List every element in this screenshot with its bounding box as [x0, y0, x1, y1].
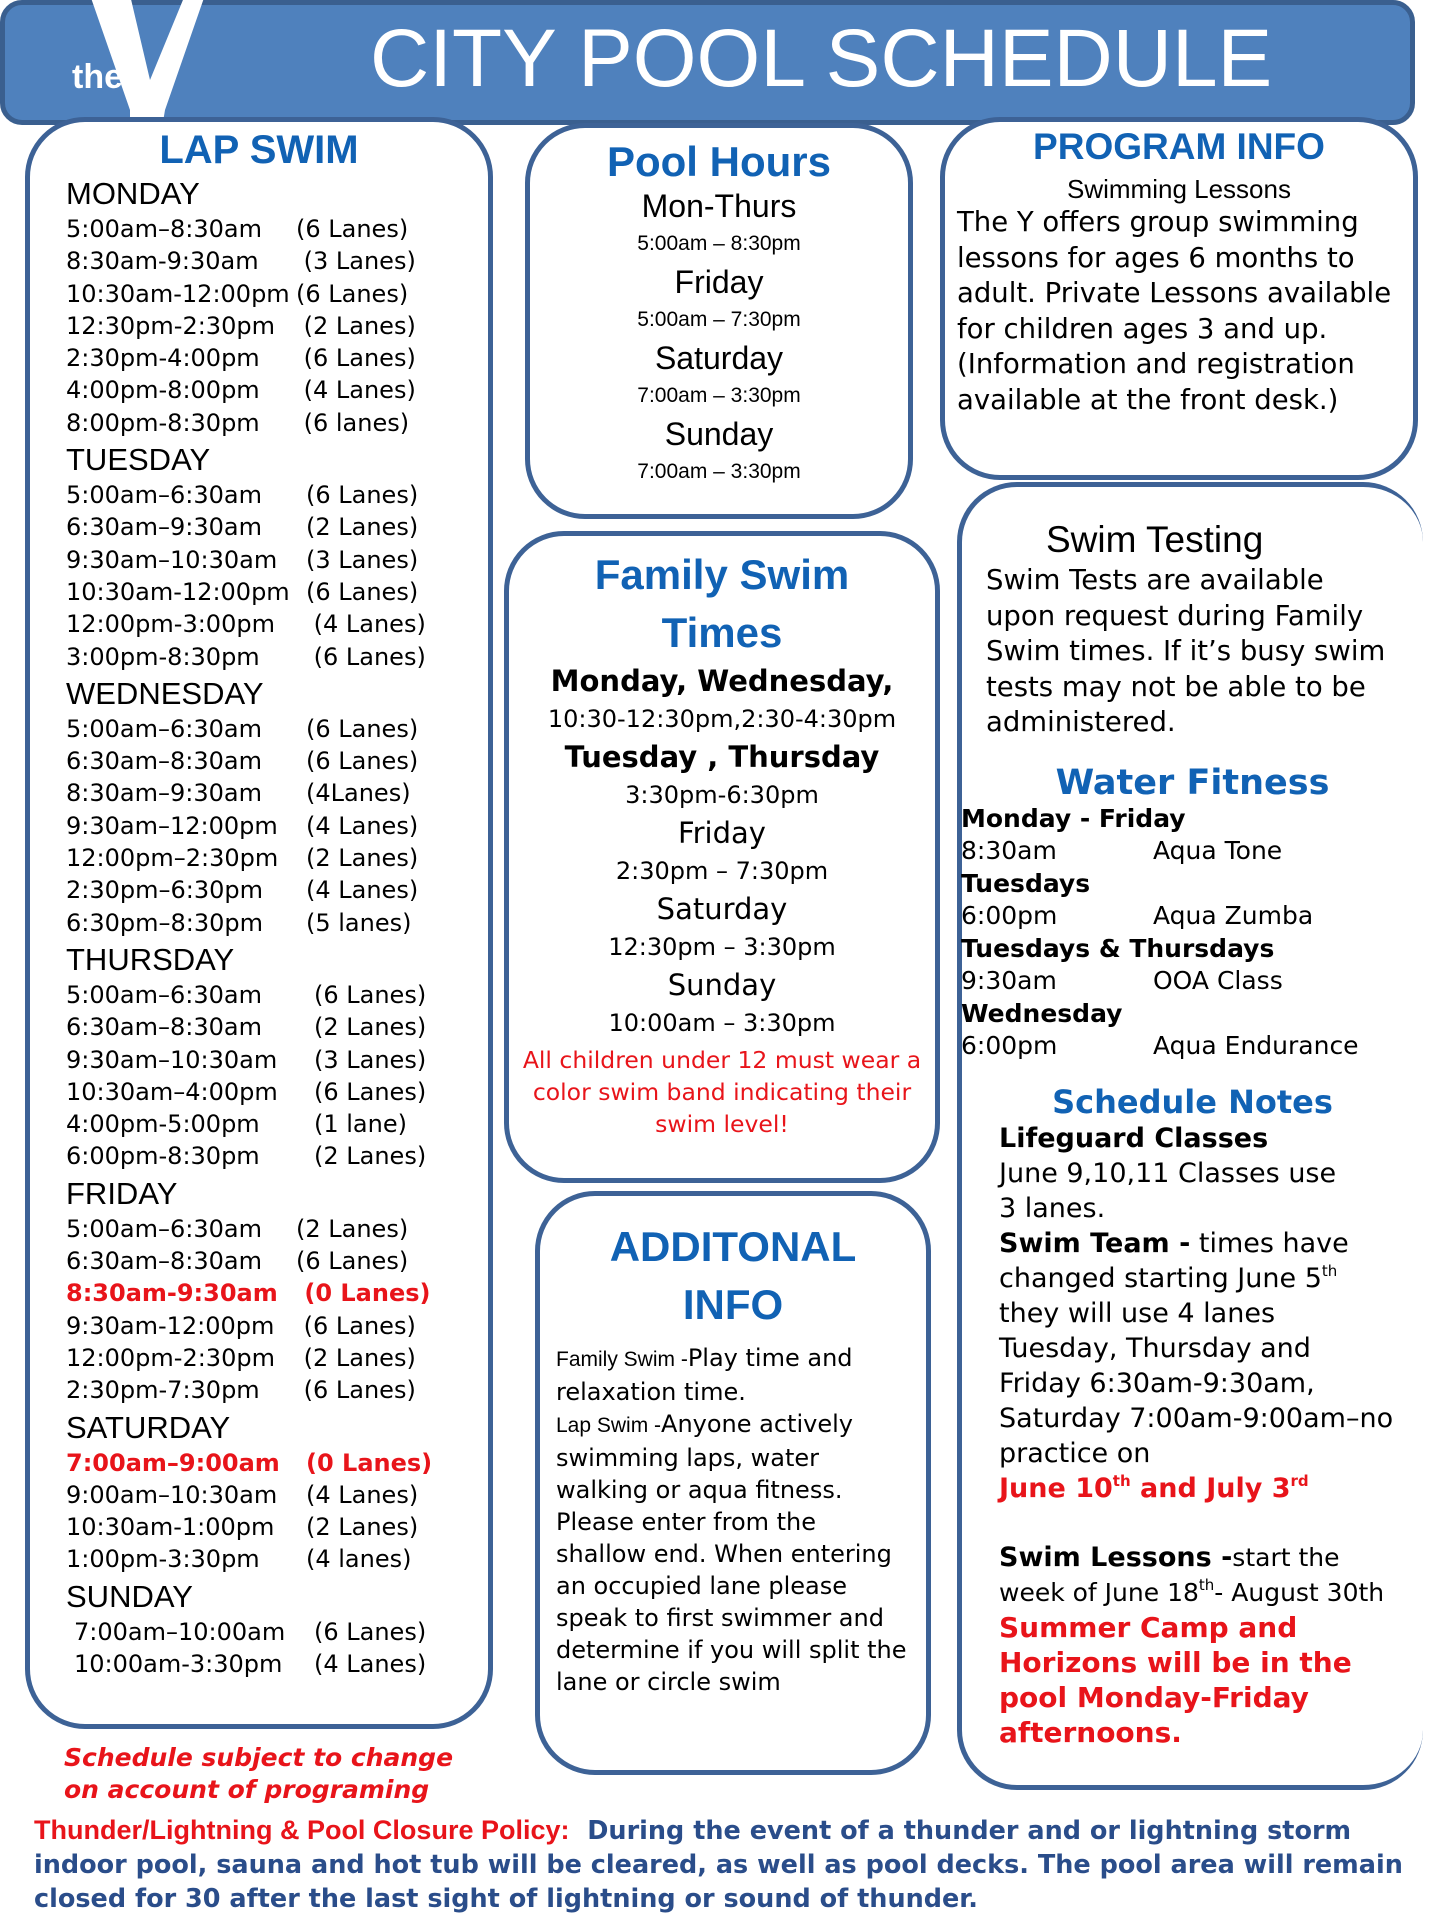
slot-lanes: (3 Lanes) — [296, 247, 416, 276]
slot-time: 9:30am–10:30am — [66, 545, 278, 574]
lap-slot-row — [66, 310, 488, 342]
family-swim-lead: Family Swim - — [556, 1348, 688, 1371]
lap-slot-row — [66, 1044, 488, 1076]
family-swim-time: 2:30pm – 7:30pm — [615, 857, 829, 885]
slot-time: 6:30am–9:30am — [66, 513, 262, 542]
lap-slot-row — [66, 745, 488, 777]
slot-time: 12:30pm-2:30pm — [66, 311, 275, 340]
lap-slot-row — [66, 374, 488, 406]
family-swim-list — [509, 662, 935, 1042]
family-swim-day: Saturday — [656, 892, 788, 926]
slot-time: 5:00am–6:30am — [66, 1214, 262, 1243]
lap-slot-row — [66, 1108, 488, 1140]
day-heading: SATURDAY — [66, 1409, 231, 1445]
slot-time: 5:00am–6:30am — [66, 980, 262, 1009]
slot-time: 6:30pm–8:30pm — [66, 908, 264, 937]
swim-testing-line: administered. — [986, 706, 1176, 738]
schedule-change-line1: Schedule subject to change — [64, 1743, 454, 1772]
slot-time: 2:30pm-7:30pm — [66, 1376, 260, 1405]
lap-slot-row — [66, 1277, 488, 1309]
family-swim-title — [509, 546, 935, 662]
water-fitness-list — [953, 803, 1414, 1063]
water-fitness-row — [961, 835, 1414, 868]
slot-time: 9:30am-12:00pm — [66, 1311, 275, 1340]
policy-lead: Thunder/Lightning & Pool Closure Policy: — [34, 1815, 570, 1845]
sup: th — [1198, 1575, 1215, 1594]
family-swim-title-line1: Family Swim — [594, 551, 850, 598]
no-practice-date-1: June 10 — [999, 1472, 1113, 1504]
slot-time: 8:30am-9:30am — [66, 1279, 278, 1308]
lap-slot-row — [66, 1011, 488, 1043]
slot-time: 10:30am-12:00pm — [66, 279, 290, 308]
lap-slot-row — [66, 407, 488, 439]
slot-time: 3:00pm-8:30pm — [66, 642, 260, 671]
logo-the-text: the — [72, 58, 123, 96]
water-fitness-time: 6:00pm — [961, 901, 1058, 930]
slot-lanes: (2 Lanes) — [314, 1142, 427, 1171]
swim-team-heading: Swim Team - — [999, 1227, 1191, 1259]
slot-lanes: (6 Lanes) — [296, 1311, 416, 1340]
lap-slot-row — [66, 245, 488, 277]
program-info-panel — [940, 117, 1418, 480]
family-swim-day: Friday — [678, 816, 766, 850]
slot-time: 2:30pm-4:00pm — [66, 344, 260, 373]
slot-time: 6:30am–8:30am — [66, 1013, 262, 1042]
day-heading: FRIDAY — [66, 1175, 178, 1211]
pool-hours-list — [530, 186, 908, 490]
slot-lanes: (6 Lanes) — [306, 714, 419, 743]
pool-hours-time: 5:00am – 8:30pm — [637, 232, 801, 255]
slot-lanes: (4 Lanes) — [306, 811, 419, 840]
additional-info-title — [540, 1218, 926, 1334]
slot-time: 7:00am–9:00am — [66, 1448, 280, 1477]
slot-time: 9:30am–10:30am — [66, 1045, 278, 1074]
lap-slot-row — [66, 874, 488, 906]
water-fitness-row — [961, 965, 1414, 998]
slot-time: 6:00pm-8:30pm — [66, 1142, 260, 1171]
pool-hours-title: Pool Hours — [606, 138, 831, 185]
sup: th — [1112, 1471, 1131, 1490]
water-fitness-day: Tuesdays — [961, 868, 1091, 898]
day-heading: WEDNESDAY — [66, 675, 264, 711]
lap-slot-row — [66, 907, 488, 939]
schedule-change-notice — [64, 1742, 453, 1806]
swim-testing-line: Swim times. If it’s busy swim — [986, 635, 1386, 667]
lap-slot-row — [66, 1543, 488, 1575]
additional-info-panel — [535, 1191, 931, 1775]
schedule-notes-body — [962, 1121, 1423, 1750]
slot-lanes: (6 Lanes) — [306, 481, 419, 510]
slot-lanes: (6 Lanes) — [296, 1376, 416, 1405]
slot-time: 10:30am-12:00pm — [66, 577, 290, 606]
lap-swim-panel — [25, 117, 493, 1729]
lifeguard-heading: Lifeguard Classes — [999, 1122, 1269, 1154]
family-swim-text: Play time and relaxation time. — [556, 1344, 853, 1406]
lap-slot-row — [66, 777, 488, 809]
slot-lanes: (6 Lanes) — [306, 747, 419, 776]
swim-testing-line: upon request during Family — [986, 599, 1364, 632]
slot-lanes: (2 Lanes) — [296, 1343, 416, 1372]
slot-lanes: (6 Lanes) — [296, 279, 409, 308]
slot-time: 8:30am-9:30am — [66, 247, 259, 276]
lap-slot-row — [66, 1310, 488, 1342]
slot-lanes: (4 Lanes) — [314, 1649, 427, 1678]
water-fitness-class: Aqua Endurance — [1153, 1031, 1359, 1060]
slot-time: 12:00pm-2:30pm — [66, 1343, 275, 1372]
slot-lanes: (6 Lanes) — [296, 1247, 409, 1276]
swim-testing-body — [962, 563, 1423, 741]
lifeguard-text: June 9,10,11 Classes use 3 lanes. — [999, 1157, 1337, 1224]
slot-time: 7:00am–10:00am — [74, 1617, 286, 1646]
swim-testing-title: Swim Testing — [1046, 519, 1264, 560]
swim-team-note — [999, 1226, 1399, 1506]
slot-lanes: (5 lanes) — [306, 908, 412, 937]
lap-slot-row — [66, 641, 488, 673]
family-swim-title-line2: Times — [661, 609, 783, 656]
water-fitness-class: Aqua Tone — [1153, 836, 1283, 865]
slot-lanes: (2 Lanes) — [296, 1214, 409, 1243]
slot-lanes: (6 Lanes) — [296, 215, 409, 243]
lap-slot-row — [66, 511, 488, 543]
slot-lanes: (2 Lanes) — [314, 1013, 427, 1042]
water-fitness-time: 6:00pm — [961, 1031, 1058, 1060]
schedule-notes-title: Schedule Notes — [1052, 1082, 1333, 1121]
pool-hours-time: 5:00am – 7:30pm — [637, 308, 801, 331]
water-fitness-time: 9:30am — [961, 966, 1057, 995]
pool-hours-day: Saturday — [654, 340, 784, 376]
header-banner — [0, 0, 1415, 125]
lap-slot-row — [66, 1511, 488, 1543]
slot-time: 4:00pm-5:00pm — [66, 1110, 260, 1139]
slot-lanes: (2 Lanes) — [296, 311, 416, 340]
slot-lanes: (4 Lanes) — [306, 610, 426, 639]
slot-time: 10:00am-3:30pm — [74, 1649, 283, 1678]
closure-policy — [34, 1813, 1434, 1916]
slot-lanes: (4Lanes) — [306, 779, 411, 808]
slot-time: 8:30am–9:30am — [66, 779, 262, 808]
slot-time: 5:00am–6:30am — [66, 481, 262, 510]
additional-info-body — [540, 1342, 926, 1698]
lap-slot-row — [66, 1616, 488, 1648]
lap-slot-row — [66, 1648, 488, 1680]
day-heading: TUESDAY — [66, 442, 211, 478]
slot-lanes: (6 Lanes) — [314, 980, 427, 1009]
family-swim-day: Monday, Wednesday, — [550, 664, 894, 698]
family-swim-day: Sunday — [667, 968, 777, 1002]
lap-slot-row — [66, 1479, 488, 1511]
water-fitness-class: OOA Class — [1153, 966, 1283, 995]
lap-slot-row — [66, 1213, 488, 1245]
water-fitness-title: Water Fitness — [1055, 762, 1330, 803]
lap-swim-title: LAP SWIM — [159, 128, 359, 172]
slot-time: 8:00pm-8:30pm — [66, 408, 260, 437]
family-swim-time: 3:30pm-6:30pm — [625, 781, 819, 809]
water-fitness-day: Wednesday — [961, 998, 1123, 1028]
water-fitness-day: Monday - Friday — [961, 803, 1186, 833]
water-fitness-time: 8:30am — [961, 836, 1057, 865]
pool-hours-day: Mon-Thurs — [641, 188, 797, 224]
slot-lanes: (2 Lanes) — [306, 844, 419, 873]
swim-lessons-note — [999, 1540, 1399, 1610]
lap-slot-row — [66, 979, 488, 1011]
day-heading: SUNDAY — [66, 1578, 193, 1614]
additional-info-title-line1: ADDITONAL — [609, 1223, 857, 1270]
slot-lanes: (6 Lanes) — [306, 642, 426, 671]
slot-time: 5:00am–8:30am — [66, 215, 262, 243]
swim-team-text-cont: they will use 4 lanes Tuesday, Thursday and Friday 6:30am-9:30am, Saturday 7:00am-9:00am–no practice on — [999, 1297, 1394, 1469]
family-swim-panel — [504, 531, 940, 1183]
pool-hours-day: Sunday — [664, 416, 774, 452]
slot-lanes: (4 Lanes) — [306, 876, 419, 905]
program-info-body: The Y offers group swimming lessons for ages 6 months to adult. Private Lessons available for children ages 3 and up. (Information and registration available at the front desk.) — [957, 206, 1392, 416]
slot-lanes: (4 Lanes) — [296, 376, 416, 405]
page-title: CITY POOL SCHEDULE — [370, 13, 1273, 104]
right-info-panel — [957, 482, 1423, 1790]
pool-hours-panel — [525, 123, 913, 519]
swim-lessons-text: start the week of June 18 — [999, 1542, 1340, 1607]
water-fitness-row — [961, 1030, 1414, 1063]
slot-time: 2:30pm–6:30pm — [66, 876, 264, 905]
lap-slot-row — [66, 576, 488, 608]
slot-lanes: (4 Lanes) — [306, 1480, 419, 1509]
swim-lessons-heading: Swim Lessons - — [999, 1541, 1233, 1573]
sup: rd — [1290, 1471, 1309, 1490]
swim-lessons-text-cont: - August 30th — [1214, 1577, 1385, 1607]
water-fitness-row — [961, 900, 1414, 933]
no-practice-date-2: and July 3 — [1130, 1472, 1291, 1504]
lap-slot-row — [66, 713, 488, 745]
lap-slot-row — [66, 213, 488, 245]
lap-swim-text: Anyone actively swimming laps, water walking or aqua fitness. Please enter from the shallow end. When entering an occupied lane please speak to first swimmer and determine if you will split the lane or circle swim — [556, 1410, 907, 1696]
slot-time: 1:00pm-3:30pm — [66, 1545, 260, 1574]
slot-lanes: (3 Lanes) — [306, 545, 419, 574]
program-info-title: PROGRAM INFO — [1033, 126, 1325, 167]
lap-slot-row — [66, 544, 488, 576]
policy-text: During the event of a thunder and or lightning storm indoor pool, sauna and hot tub will be cleared, as well as pool decks. The pool area will remain closed for 30 after the last sight of lightning or sound of thunder. — [34, 1816, 1403, 1914]
family-swim-day: Tuesday , Thursday — [564, 740, 880, 774]
sup: th — [1321, 1261, 1338, 1280]
lap-slot-row — [66, 842, 488, 874]
lap-swim-lead: Lap Swim - — [556, 1414, 662, 1437]
slot-lanes: (4 lanes) — [306, 1545, 412, 1574]
slot-time: 9:00am–10:30am — [66, 1480, 278, 1509]
slot-time: 12:00pm-3:00pm — [66, 610, 275, 639]
slot-lanes: (6 Lanes) — [306, 577, 419, 606]
slot-lanes: (1 lane) — [314, 1110, 407, 1139]
slot-lanes: (2 Lanes) — [306, 513, 419, 542]
slot-lanes: (3 Lanes) — [314, 1045, 427, 1074]
slot-time: 6:30am–8:30am — [66, 1247, 262, 1276]
family-swim-time: 10:30-12:30pm,2:30-4:30pm — [547, 705, 897, 733]
family-swim-time: 10:00am – 3:30pm — [608, 1009, 836, 1037]
lap-slot-row — [66, 479, 488, 511]
lap-slot-row — [66, 1374, 488, 1406]
lap-slot-row — [66, 608, 488, 640]
summer-camp-note: Summer Camp and Horizons will be in the pool Monday-Friday afternoons. — [999, 1610, 1352, 1749]
pool-hours-time: 7:00am – 3:30pm — [637, 384, 801, 407]
water-fitness-class: Aqua Zumba — [1153, 901, 1314, 930]
lap-slot-row — [66, 278, 488, 310]
schedule-change-line2: on account of programing — [64, 1775, 430, 1804]
lap-slot-row — [66, 1245, 488, 1277]
slot-lanes: (6 Lanes) — [296, 344, 416, 373]
water-fitness-day: Tuesdays & Thursdays — [961, 933, 1275, 963]
slot-lanes: (2 Lanes) — [306, 1513, 419, 1542]
swim-band-warning: All children under 12 must wear a color swim band indicating their swim level! — [522, 1046, 922, 1138]
slot-time: 4:00pm-8:00pm — [66, 376, 260, 405]
swim-testing-line: Swim Tests are available — [986, 564, 1324, 596]
lap-slot-row — [66, 342, 488, 374]
pool-hours-time: 7:00am – 3:30pm — [637, 460, 801, 483]
lap-slot-row — [66, 1447, 488, 1479]
family-swim-time: 12:30pm – 3:30pm — [608, 933, 836, 961]
lap-slot-row — [66, 810, 488, 842]
slot-time: 10:30am-1:00pm — [66, 1513, 275, 1542]
swim-testing-line: tests may not be able to be — [986, 670, 1366, 703]
slot-lanes: (0 Lanes) — [296, 1279, 431, 1308]
lap-slot-row — [66, 1076, 488, 1108]
slot-lanes: (6 lanes) — [296, 408, 410, 437]
slot-time: 9:30am–12:00pm — [66, 811, 278, 840]
program-info-subtitle: Swimming Lessons — [1067, 174, 1291, 204]
slot-lanes: (6 Lanes) — [314, 1617, 427, 1646]
lap-swim-schedule — [30, 175, 488, 1680]
slot-time: 5:00am–6:30am — [66, 714, 262, 743]
swim-team-text: times have changed starting June 5 — [999, 1227, 1349, 1294]
additional-info-title-line2: INFO — [682, 1281, 784, 1328]
slot-time: 6:30am–8:30am — [66, 747, 262, 776]
slot-time: 10:30am–4:00pm — [66, 1077, 278, 1106]
slot-time: 12:00pm–2:30pm — [66, 844, 279, 873]
lap-slot-row — [66, 1140, 488, 1172]
day-heading: MONDAY — [66, 176, 200, 211]
slot-lanes: (0 Lanes) — [306, 1448, 433, 1477]
slot-lanes: (6 Lanes) — [314, 1077, 427, 1106]
lap-slot-row — [66, 1342, 488, 1374]
day-heading: THURSDAY — [66, 941, 235, 977]
pool-hours-day: Friday — [674, 264, 764, 300]
